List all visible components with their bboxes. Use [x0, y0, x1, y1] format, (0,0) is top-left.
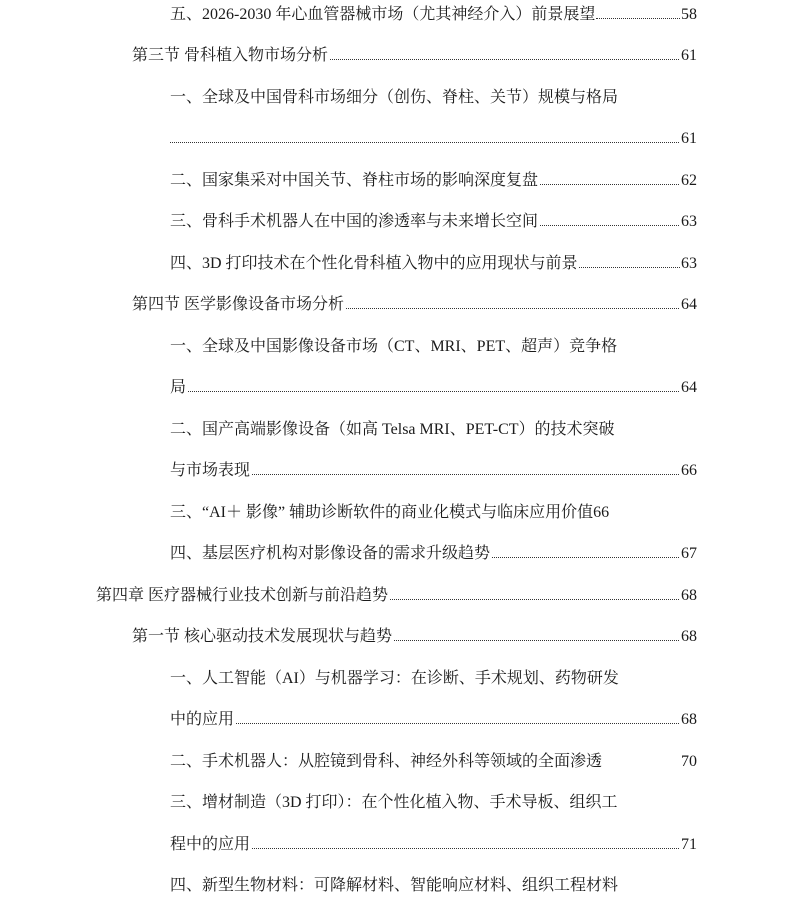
toc-entry[interactable] — [170, 211, 697, 233]
toc-dot-leader — [252, 848, 679, 849]
toc-dot-leader — [394, 640, 679, 641]
toc-entry[interactable] — [170, 751, 697, 773]
toc-entry-title: 第四章 医疗器械行业技术创新与前沿趋势 — [96, 587, 389, 604]
toc-dot-leader — [540, 225, 679, 226]
toc-entry-continuation[interactable] — [170, 709, 697, 731]
toc-entry-page: 62 — [681, 172, 697, 189]
toc-entry-title: 一、人工智能（AI）与机器学习：在诊断、手术规划、药物研发 — [170, 670, 619, 687]
toc-section-entry[interactable] — [132, 626, 697, 648]
toc-entry[interactable] — [170, 543, 697, 565]
toc-entry-page: 66 — [593, 504, 610, 521]
toc-entry[interactable] — [170, 4, 697, 26]
toc-entry[interactable] — [170, 419, 697, 441]
toc-dot-leader — [252, 474, 679, 475]
toc-entry[interactable] — [170, 668, 697, 690]
toc-dot-leader — [540, 184, 679, 185]
toc-entry-title: 局 — [170, 379, 187, 396]
toc-entry-title: 第三节 骨科植入物市场分析 — [132, 47, 329, 64]
toc-entry[interactable] — [170, 170, 697, 192]
toc-entry-page: 67 — [681, 545, 697, 562]
toc-entry-page: 68 — [681, 587, 697, 604]
toc-dot-leader — [170, 142, 679, 143]
toc-entry-title: 一、全球及中国影像设备市场（CT、MRI、PET、超声）竞争格 — [170, 338, 618, 355]
toc-entry-page: 68 — [681, 628, 697, 645]
toc-dot-leader — [188, 391, 679, 392]
toc-entry-title: 三、骨科手术机器人在中国的渗透率与未来增长空间 — [170, 213, 539, 230]
toc-dot-leader — [579, 267, 680, 268]
toc-entry-continuation[interactable] — [170, 377, 697, 399]
toc-entry-title: 四、新型生物材料：可降解材料、智能响应材料、组织工程材料 — [170, 877, 619, 894]
toc-entry-title: 四、3D 打印技术在个性化骨科植入物中的应用现状与前景 — [170, 255, 578, 272]
toc-entry-page: 61 — [681, 47, 697, 64]
toc-section-entry[interactable] — [132, 294, 697, 316]
toc-entry-continuation[interactable] — [170, 460, 697, 482]
toc-entry[interactable] — [170, 875, 697, 897]
toc-entry[interactable] — [170, 502, 697, 524]
toc-entry-title: 三、增材制造（3D 打印）：在个性化植入物、手术导板、组织工 — [170, 794, 618, 811]
toc-entry-page: 61 — [681, 130, 697, 147]
toc-entry-title: 第一节 核心驱动技术发展现状与趋势 — [132, 628, 393, 645]
toc-dot-leader — [492, 557, 679, 558]
toc-entry-page: 70 — [681, 753, 697, 770]
toc-dot-leader — [596, 18, 680, 19]
toc-dot-leader — [346, 308, 679, 309]
toc-entry-title: 与市场表现 — [170, 462, 251, 479]
toc-entry-title: 五、2026-2030 年心血管器械市场（尤其神经介入）前景展望 — [170, 6, 596, 23]
toc-entry-title: 二、手术机器人：从腔镜到骨科、神经外科等领域的全面渗透 — [170, 753, 603, 770]
toc-entry-title: 三、“AI＋ 影像” 辅助诊断软件的商业化模式与临床应用价值 — [170, 504, 594, 521]
toc-section-entry[interactable] — [132, 45, 697, 67]
toc-entry[interactable] — [170, 253, 697, 275]
toc-dot-leader — [330, 59, 679, 60]
toc-entry-title: 程中的应用 — [170, 836, 251, 853]
toc-chapter-entry[interactable] — [96, 585, 697, 607]
toc-entry-title: 四、基层医疗机构对影像设备的需求升级趋势 — [170, 545, 491, 562]
toc-entry-title: 一、全球及中国骨科市场细分（创伤、脊柱、关节）规模与格局 — [170, 89, 619, 106]
toc-entry[interactable] — [170, 792, 697, 814]
toc-dot-leader — [236, 723, 679, 724]
toc-entry-page: 68 — [681, 711, 697, 728]
toc-entry-page: 58 — [681, 6, 697, 23]
toc-entry[interactable] — [170, 87, 697, 109]
toc-entry-page: 63 — [681, 255, 697, 272]
toc-entry-page: 63 — [681, 213, 697, 230]
toc-dot-leader — [390, 599, 679, 600]
toc-entry-page: 71 — [681, 836, 697, 853]
toc-entry-continuation[interactable] — [170, 128, 697, 150]
toc-entry-continuation[interactable] — [170, 834, 697, 856]
toc-entry-page: 66 — [681, 462, 697, 479]
toc-entry-title: 二、国家集采对中国关节、脊柱市场的影响深度复盘 — [170, 172, 539, 189]
toc-entry-title: 二、国产高端影像设备（如高 Telsa MRI、PET-CT）的技术突破 — [170, 421, 615, 438]
toc-entry-title: 中的应用 — [170, 711, 235, 728]
toc-entry-page: 64 — [681, 379, 697, 396]
toc-entry-page: 64 — [681, 296, 697, 313]
toc-entry-title: 第四节 医学影像设备市场分析 — [132, 296, 345, 313]
toc-entry[interactable] — [170, 336, 697, 358]
